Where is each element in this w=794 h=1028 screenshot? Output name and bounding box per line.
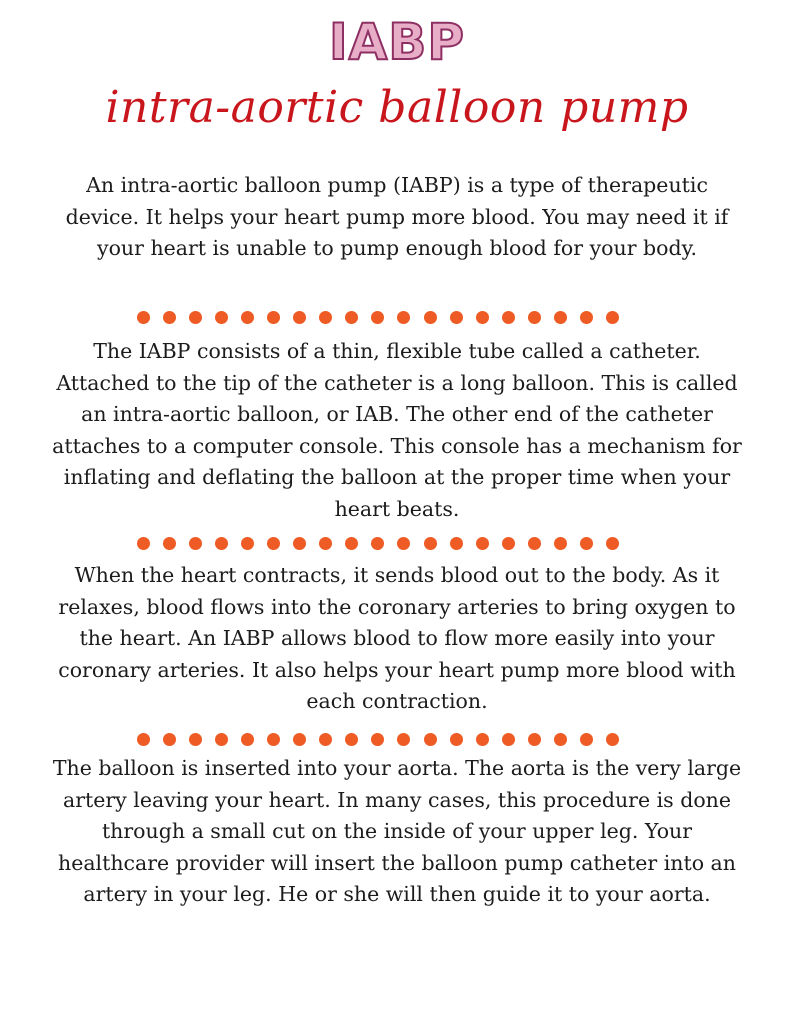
divider-dot — [528, 733, 541, 746]
divider-dot — [450, 733, 463, 746]
divider-dot — [163, 537, 176, 550]
paragraph-intro: An intra-aortic balloon pump (IABP) is a type of therapeutic device. It helps your heart pump more blood. You may need it if your heart is unable to pump enough blood for your body. — [65, 173, 729, 260]
paragraph-procedure: The balloon is inserted into your aorta. The aorta is the very large artery leaving your heart. In many cases, this procedure is done through a small cut on the inside of your upper leg. Your healthcare provider will insert the balloon pump catheter into an artery in your leg. He or she will then guide it to your aorta. — [52, 756, 742, 906]
paragraph-components: The IABP consists of a thin, flexible tube called a catheter. Attached to the tip of the catheter is a long balloon. This is called an intra-aortic balloon, or IAB. The other end of the catheter attaches to a computer console. This console has a mechanism for inflating and deflating the balloon at the proper time when your heart beats. — [52, 339, 742, 521]
divider-dot — [293, 537, 306, 550]
divider-dot — [502, 311, 515, 324]
divider-dot — [215, 537, 228, 550]
divider-dot — [371, 733, 384, 746]
paragraph-function: When the heart contracts, it sends blood out to the body. As it relaxes, blood flows into the coronary arteries to bring oxygen to the heart. An IABP allows blood to flow more easily into your coronary arteries. It also helps your heart pump more blood with each contraction. — [58, 563, 736, 713]
divider-dot — [450, 537, 463, 550]
divider-dot — [424, 537, 437, 550]
dot-divider — [137, 536, 619, 550]
divider-dot — [371, 537, 384, 550]
divider-dot — [580, 733, 593, 746]
divider-dot — [554, 537, 567, 550]
divider-dot — [502, 537, 515, 550]
divider-dot — [293, 311, 306, 324]
divider-dot — [137, 311, 150, 324]
divider-dot — [345, 733, 358, 746]
divider-dot — [189, 537, 202, 550]
divider-dot — [476, 311, 489, 324]
divider-dot — [163, 311, 176, 324]
divider-dot — [528, 311, 541, 324]
divider-dot — [424, 311, 437, 324]
divider-dot — [189, 311, 202, 324]
divider-dot — [554, 733, 567, 746]
divider-dot — [450, 311, 463, 324]
divider-dot — [241, 311, 254, 324]
divider-dot — [267, 537, 280, 550]
divider-dot — [397, 733, 410, 746]
divider-dot — [267, 733, 280, 746]
divider-dot — [215, 311, 228, 324]
divider-dot — [580, 537, 593, 550]
dot-divider — [137, 310, 619, 324]
dot-divider — [137, 732, 619, 746]
divider-dot — [319, 537, 332, 550]
divider-dot — [424, 733, 437, 746]
divider-dot — [267, 311, 280, 324]
divider-dot — [137, 733, 150, 746]
page-title: IABP — [328, 13, 466, 71]
divider-dot — [163, 733, 176, 746]
divider-dot — [606, 311, 619, 324]
divider-dot — [189, 733, 202, 746]
divider-dot — [476, 733, 489, 746]
page-subtitle: intra-aortic balloon pump — [105, 82, 689, 133]
divider-dot — [137, 537, 150, 550]
divider-dot — [319, 733, 332, 746]
divider-dot — [241, 537, 254, 550]
divider-dot — [345, 537, 358, 550]
divider-dot — [397, 537, 410, 550]
divider-dot — [215, 733, 228, 746]
divider-dot — [345, 311, 358, 324]
divider-dot — [606, 733, 619, 746]
divider-dot — [319, 311, 332, 324]
divider-dot — [580, 311, 593, 324]
divider-dot — [554, 311, 567, 324]
divider-dot — [397, 311, 410, 324]
divider-dot — [476, 537, 489, 550]
divider-dot — [293, 733, 306, 746]
divider-dot — [528, 537, 541, 550]
divider-dot — [371, 311, 384, 324]
divider-dot — [241, 733, 254, 746]
divider-dot — [606, 537, 619, 550]
divider-dot — [502, 733, 515, 746]
